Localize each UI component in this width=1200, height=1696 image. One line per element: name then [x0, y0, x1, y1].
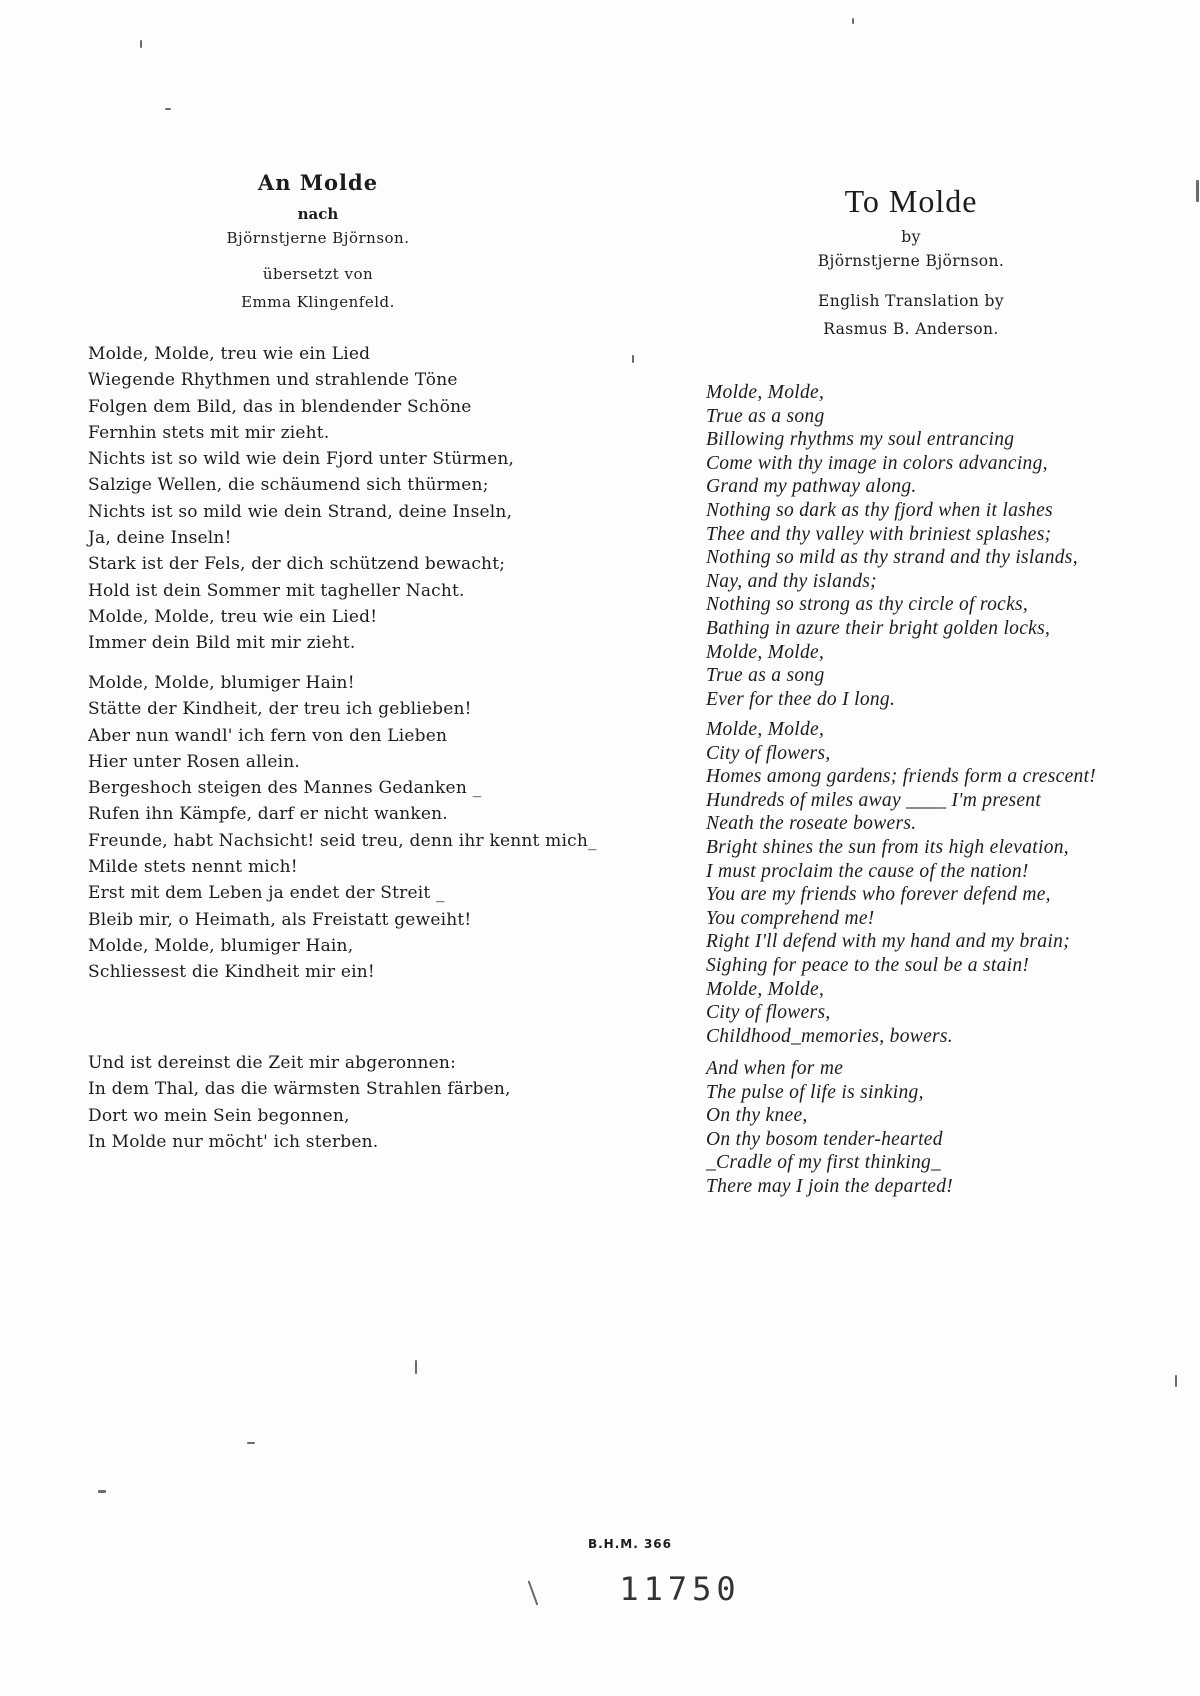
verse-line: Molde, Molde, treu wie ein Lied	[88, 344, 371, 364]
scan-speck	[98, 1490, 106, 1493]
catalog-number: 11750	[619, 1570, 741, 1608]
publisher-plate-code: B.H.M. 366	[587, 1537, 673, 1551]
english-translator: Rasmus B. Anderson.	[823, 320, 999, 338]
verse-line: Nothing so mild as thy strand and thy islands,	[706, 547, 1078, 569]
verse-line: Sighing for peace to the soul be a stain!	[706, 954, 1030, 976]
verse-line: Nichts ist so wild wie dein Fjord unter Stürmen,	[88, 449, 515, 470]
verse-line: Salzige Wellen, die schäumend sich thürmen;	[88, 475, 489, 496]
scan-speck	[1175, 1375, 1177, 1387]
verse-line: Bathing in azure their bright golden locks,	[706, 617, 1051, 639]
verse-line: I must proclaim the cause of the nation!	[706, 860, 1029, 882]
verse-line: Come with thy image in colors advancing,	[706, 452, 1048, 474]
verse-line: _Cradle of my first thinking_	[706, 1152, 942, 1174]
verse-line: Grand my pathway along.	[706, 476, 917, 498]
verse-line: On thy bosom tender-hearted	[706, 1128, 943, 1150]
scan-speck	[632, 355, 634, 363]
english-translation-line: English Translation by	[817, 292, 1005, 310]
verse-line: Hier unter Rosen allein.	[88, 751, 301, 772]
verse-line: True as a song	[706, 405, 825, 427]
verse-line: Thee and thy valley with briniest splashes;	[706, 523, 1052, 545]
verse-line: Schliessest die Kindheit mir ein!	[88, 962, 375, 983]
verse-line: Molde, Molde,	[706, 719, 825, 740]
german-stanza-1	[88, 341, 514, 657]
verse-line: In Molde nur möcht' ich sterben.	[88, 1131, 379, 1152]
english-stanza-1	[706, 381, 1078, 711]
german-author: Björnstjerne Björnson.	[226, 229, 410, 247]
scan-speck	[528, 1580, 539, 1605]
german-stanza-3	[88, 1050, 511, 1155]
german-title: An Molde	[257, 170, 379, 195]
german-by-word: nach	[297, 205, 339, 223]
verse-line: Right I'll defend with my hand and my brain;	[706, 931, 1070, 953]
verse-line: Nothing so strong as thy circle of rocks,	[706, 594, 1029, 616]
verse-line: Immer dein Bild mit mir zieht.	[88, 633, 356, 654]
verse-line: You are my friends who forever defend me,	[706, 884, 1051, 906]
verse-line: Rufen ihn Kämpfe, darf er nicht wanken.	[88, 804, 448, 825]
verse-line: City of flowers,	[706, 742, 831, 764]
english-by-word: by	[901, 228, 921, 246]
verse-line: Nothing so dark as thy fjord when it lashes	[706, 499, 1053, 521]
verse-line: Bergeshoch steigen des Mannes Gedanken _	[88, 778, 482, 799]
verse-line: Molde, Molde, blumiger Hain,	[88, 935, 354, 956]
verse-line: Billowing rhythms my soul entrancing	[706, 429, 1015, 451]
verse-line: Stark ist der Fels, der dich schützend bewacht;	[88, 554, 506, 575]
verse-line: True as a song	[706, 665, 825, 687]
verse-line: Wiegende Rhythmen und strahlende Töne	[88, 370, 458, 391]
verse-line: Hold ist dein Sommer mit tagheller Nacht.	[88, 580, 465, 601]
german-stanza-2	[88, 670, 597, 986]
english-stanza-3	[706, 1057, 953, 1199]
german-translated-word: übersetzt von	[262, 265, 374, 283]
scan-speck	[165, 108, 171, 110]
verse-line: Folgen dem Bild, das in blendender Schöne	[88, 396, 472, 417]
verse-line: You comprehend me!	[706, 907, 875, 929]
verse-line: Molde, Molde,	[706, 641, 825, 663]
verse-line: Aber nun wandl' ich fern von den Lieben	[88, 725, 448, 746]
verse-line: City of flowers,	[706, 1002, 831, 1024]
verse-line: There may I join the departed!	[706, 1175, 954, 1197]
verse-line: Bleib mir, o Heimath, als Freistatt geweiht!	[88, 909, 472, 930]
verse-line: Fernhin stets mit mir zieht.	[88, 422, 330, 443]
english-author: Björnstjerne Björnson.	[817, 252, 1005, 270]
verse-line: Molde, Molde, blumiger Hain!	[88, 673, 355, 693]
verse-line: Und ist dereinst die Zeit mir abgeronnen:	[88, 1053, 457, 1073]
verse-line: Molde, Molde,	[706, 978, 825, 1000]
scan-speck	[415, 1360, 417, 1374]
verse-line: Bright shines the sun from its high elevation,	[706, 836, 1069, 858]
verse-line: Nay, and thy islands;	[706, 570, 877, 592]
verse-line: Dort wo mein Sein begonnen,	[88, 1105, 350, 1126]
verse-line: On thy knee,	[706, 1105, 808, 1127]
verse-line: Molde, Molde,	[706, 382, 825, 403]
verse-line: Neath the roseate bowers.	[706, 813, 917, 835]
verse-line: And when for me	[706, 1058, 844, 1079]
verse-line: Milde stets nennt mich!	[88, 857, 298, 878]
verse-line: Homes among gardens; friends form a crescent!	[706, 766, 1097, 788]
verse-line: In dem Thal, das die wärmsten Strahlen färben,	[88, 1079, 511, 1100]
scan-speck	[1196, 180, 1199, 202]
verse-line: Molde, Molde, treu wie ein Lied!	[88, 606, 378, 627]
english-title: To Molde	[844, 183, 978, 219]
verse-line: Erst mit dem Leben ja endet der Streit _	[88, 883, 445, 904]
scan-speck	[852, 18, 854, 24]
verse-line: Hundreds of miles away ____ I'm present	[706, 789, 1042, 811]
scan-speck	[140, 40, 142, 48]
verse-line: Ja, deine Inseln!	[88, 528, 232, 549]
verse-line: The pulse of life is sinking,	[706, 1081, 924, 1103]
verse-line: Freunde, habt Nachsicht! seid treu, denn ihr kennt mich_	[88, 830, 597, 851]
scan-speck	[247, 1442, 255, 1444]
verse-line: Stätte der Kindheit, der treu ich geblieben!	[88, 699, 472, 720]
german-translator: Emma Klingenfeld.	[241, 293, 395, 311]
verse-line: Nichts ist so mild wie dein Strand, deine Inseln,	[88, 501, 513, 522]
verse-line: Childhood_memories, bowers.	[706, 1025, 953, 1047]
english-stanza-2	[706, 718, 1096, 1048]
verse-line: Ever for thee do I long.	[706, 688, 896, 710]
